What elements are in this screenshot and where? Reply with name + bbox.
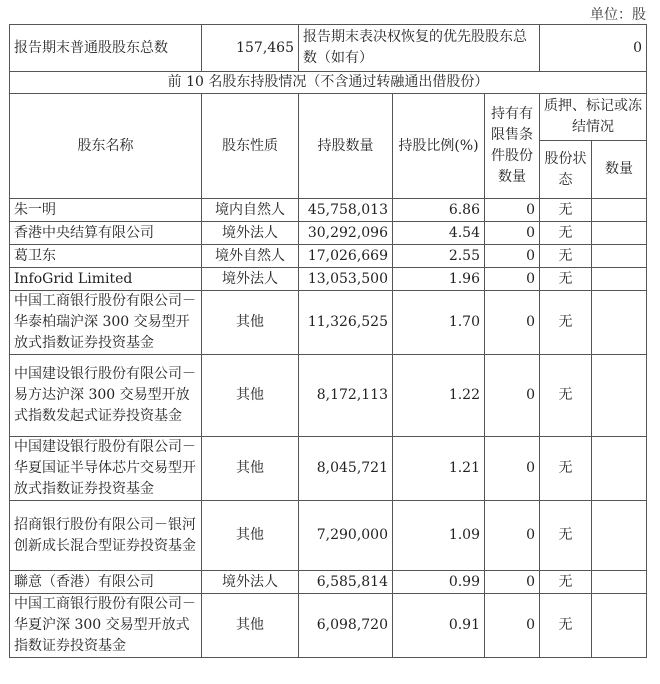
shareholder-nature: 其他 — [202, 437, 299, 501]
table-row — [10, 291, 647, 355]
header-nature: 股东性质 — [202, 94, 299, 199]
share-ratio: 1.22 — [393, 355, 485, 437]
pledge-count — [592, 355, 647, 437]
share-ratio: 1.09 — [393, 501, 485, 571]
header-restricted: 持有有限售条件股份数量 — [485, 94, 540, 199]
pledge-count — [592, 245, 647, 268]
share-quantity: 8,045,721 — [299, 437, 393, 501]
share-ratio: 2.55 — [393, 245, 485, 268]
section-title: 前 10 名股东持股情况（不含通过转融通出借股份） — [10, 72, 647, 94]
share-ratio: 0.91 — [393, 594, 485, 658]
table-row — [10, 245, 647, 268]
share-quantity: 45,758,013 — [299, 199, 393, 222]
shareholder-name: 葛卫东 — [10, 245, 202, 268]
shareholder-nature: 其他 — [202, 501, 299, 571]
preferred-holders-value: 0 — [540, 25, 647, 72]
pledge-status: 无 — [540, 594, 592, 658]
unit-label: 单位：股 — [590, 7, 646, 23]
table-row — [10, 222, 647, 245]
header-count: 数量 — [592, 141, 647, 199]
header-ratio: 持股比例(%) — [393, 94, 485, 199]
header-quantity: 持股数量 — [299, 94, 393, 199]
table-row — [10, 355, 647, 437]
pledge-status: 无 — [540, 291, 592, 355]
share-quantity: 6,098,720 — [299, 594, 393, 658]
restricted-shares: 0 — [485, 199, 540, 222]
restricted-shares: 0 — [485, 355, 540, 437]
pledge-count — [592, 437, 647, 501]
common-holders-value: 157,465 — [202, 25, 299, 72]
shareholder-nature: 境外自然人 — [202, 245, 299, 268]
shareholder-name: 聯意（香港）有限公司 — [10, 571, 202, 594]
shareholder-nature: 其他 — [202, 355, 299, 437]
share-quantity: 13,053,500 — [299, 268, 393, 291]
header-pledge: 质押、标记或冻结情况 — [540, 94, 647, 141]
share-ratio: 1.21 — [393, 437, 485, 501]
shareholder-nature: 境外法人 — [202, 222, 299, 245]
table-row — [10, 199, 647, 222]
shareholder-nature: 其他 — [202, 594, 299, 658]
table-row — [10, 437, 647, 501]
pledge-count — [592, 268, 647, 291]
share-quantity: 6,585,814 — [299, 571, 393, 594]
summary-row — [10, 25, 647, 72]
pledge-status: 无 — [540, 501, 592, 571]
shareholder-table — [9, 24, 647, 658]
restricted-shares: 0 — [485, 268, 540, 291]
pledge-status: 无 — [540, 222, 592, 245]
restricted-shares: 0 — [485, 222, 540, 245]
restricted-shares: 0 — [485, 501, 540, 571]
shareholder-nature: 境内自然人 — [202, 199, 299, 222]
common-holders-label: 报告期末普通股股东总数 — [10, 25, 202, 72]
shareholder-name: 中国工商银行股份有限公司－华泰柏瑞沪深 300 交易型开放式指数证券投资基金 — [10, 291, 202, 355]
share-ratio: 4.54 — [393, 222, 485, 245]
section-title-row — [10, 72, 647, 94]
shareholder-name: 中国工商银行股份有限公司－华夏沪深 300 交易型开放式指数证券投资基金 — [10, 594, 202, 658]
header-name: 股东名称 — [10, 94, 202, 199]
shareholder-name: 香港中央结算有限公司 — [10, 222, 202, 245]
restricted-shares: 0 — [485, 571, 540, 594]
share-ratio: 1.96 — [393, 268, 485, 291]
share-quantity: 30,292,096 — [299, 222, 393, 245]
pledge-status: 无 — [540, 245, 592, 268]
shareholder-name: 中国建设银行股份有限公司－易方达沪深 300 交易型开放式指数发起式证券投资基金 — [10, 355, 202, 437]
table-row — [10, 268, 647, 291]
pledge-count — [592, 222, 647, 245]
share-ratio: 1.70 — [393, 291, 485, 355]
pledge-count — [592, 291, 647, 355]
pledge-count — [592, 571, 647, 594]
pledge-status: 无 — [540, 199, 592, 222]
pledge-count — [592, 501, 647, 571]
share-quantity: 17,026,669 — [299, 245, 393, 268]
table-row — [10, 501, 647, 571]
header-row-1 — [10, 94, 647, 141]
pledge-status: 无 — [540, 437, 592, 501]
restricted-shares: 0 — [485, 291, 540, 355]
restricted-shares: 0 — [485, 437, 540, 501]
shareholder-nature: 境外法人 — [202, 571, 299, 594]
pledge-status: 无 — [540, 355, 592, 437]
header-status: 股份状态 — [540, 141, 592, 199]
shareholder-name: 中国建设银行股份有限公司－华夏国证半导体芯片交易型开放式指数证券投资基金 — [10, 437, 202, 501]
share-quantity: 7,290,000 — [299, 501, 393, 571]
share-ratio: 6.86 — [393, 199, 485, 222]
pledge-count — [592, 594, 647, 658]
shareholder-name: 朱一明 — [10, 199, 202, 222]
shareholder-nature: 境外法人 — [202, 268, 299, 291]
shareholder-name: 招商银行股份有限公司－银河创新成长混合型证券投资基金 — [10, 501, 202, 571]
table-row — [10, 594, 647, 658]
preferred-holders-label: 报告期末表决权恢复的优先股股东总数（如有） — [299, 25, 540, 72]
pledge-count — [592, 199, 647, 222]
share-quantity: 8,172,113 — [299, 355, 393, 437]
shareholder-name: InfoGrid Limited — [10, 268, 202, 291]
restricted-shares: 0 — [485, 594, 540, 658]
pledge-status: 无 — [540, 571, 592, 594]
table-row — [10, 571, 647, 594]
pledge-status: 无 — [540, 268, 592, 291]
restricted-shares: 0 — [485, 245, 540, 268]
share-quantity: 11,326,525 — [299, 291, 393, 355]
shareholder-nature: 其他 — [202, 291, 299, 355]
share-ratio: 0.99 — [393, 571, 485, 594]
